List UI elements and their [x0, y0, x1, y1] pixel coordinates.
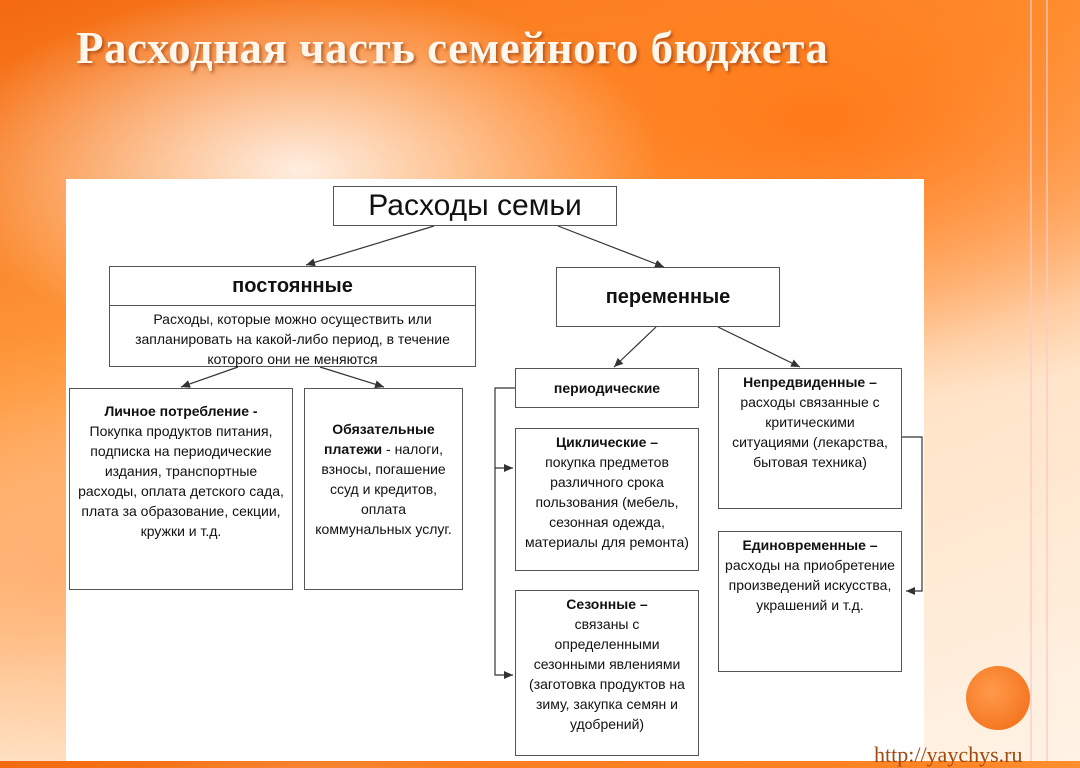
constant-description: Расходы, которые можно осуществить или запланировать на какой-либо период, в течение которого они не меняются — [135, 311, 450, 367]
seasonal-text: связаны с определенными сезонными явлениями (заготовка продуктов на зиму, закупка семян и удобрений) — [529, 616, 685, 732]
cyclic-label: Циклические – — [555, 434, 659, 450]
seasonal-box — [515, 590, 699, 756]
frame-line-right — [1046, 0, 1048, 761]
arrow-constant-personal — [181, 367, 238, 387]
root-box — [333, 186, 617, 226]
periodic-label: периодические — [553, 380, 661, 396]
slide-title: Расходная часть семейного бюджета — [76, 23, 829, 73]
onetime-box — [718, 531, 902, 672]
unforeseen-text: расходы связанные с критическими ситуациями (лекарства, бытовая техника) — [732, 394, 888, 470]
unforeseen-label: Непредвиденные – — [743, 374, 877, 390]
arrow-constant-mandatory — [320, 367, 384, 387]
personal-box — [69, 388, 293, 590]
mandatory-label: Обязательные платежи — [323, 421, 435, 457]
source-url: http://yaychys.ru — [874, 742, 1023, 767]
variable-label: переменные — [605, 286, 731, 308]
arrow-variable-unforeseen — [718, 327, 800, 367]
personal-label: Личное потребление - — [104, 403, 258, 419]
diagram-panel — [66, 179, 924, 761]
constant-label: постоянные — [232, 275, 353, 297]
personal-text: Покупка продуктов питания, подписка на периодические издания, транспортные расходы, оплата детского сада, плата за образование, секции, кружки и т.д. — [78, 423, 284, 539]
arrow-root-constant — [306, 226, 434, 265]
onetime-text: расходы на приобретение произведений искусства, украшений и т.д. — [725, 557, 895, 613]
arrow-root-variable — [558, 226, 664, 267]
onetime-label: Единовременные – — [742, 537, 878, 553]
frame-line-left — [1030, 0, 1032, 761]
mandatory-text: - налоги, взносы, погашение ссуд и кредитов, оплата коммунальных услуг. — [315, 441, 452, 537]
seasonal-label: Сезонные – — [566, 596, 648, 612]
bracket-unforeseen-onetime — [902, 437, 922, 591]
bracket-periodic — [495, 388, 515, 675]
constant-header — [109, 266, 476, 306]
variable-header — [556, 267, 780, 327]
unforeseen-box — [718, 368, 902, 509]
cyclic-box — [515, 428, 699, 571]
decorative-circle — [966, 666, 1030, 730]
periodic-box — [515, 368, 699, 408]
root-label: Расходы семьи — [368, 189, 582, 222]
arrow-variable-periodic — [614, 327, 656, 367]
mandatory-box — [304, 388, 463, 590]
cyclic-text: покупка предметов различного срока пользования (мебель, сезонная одежда, материалы для ремонта) — [525, 454, 689, 550]
constant-description-box — [109, 305, 476, 367]
